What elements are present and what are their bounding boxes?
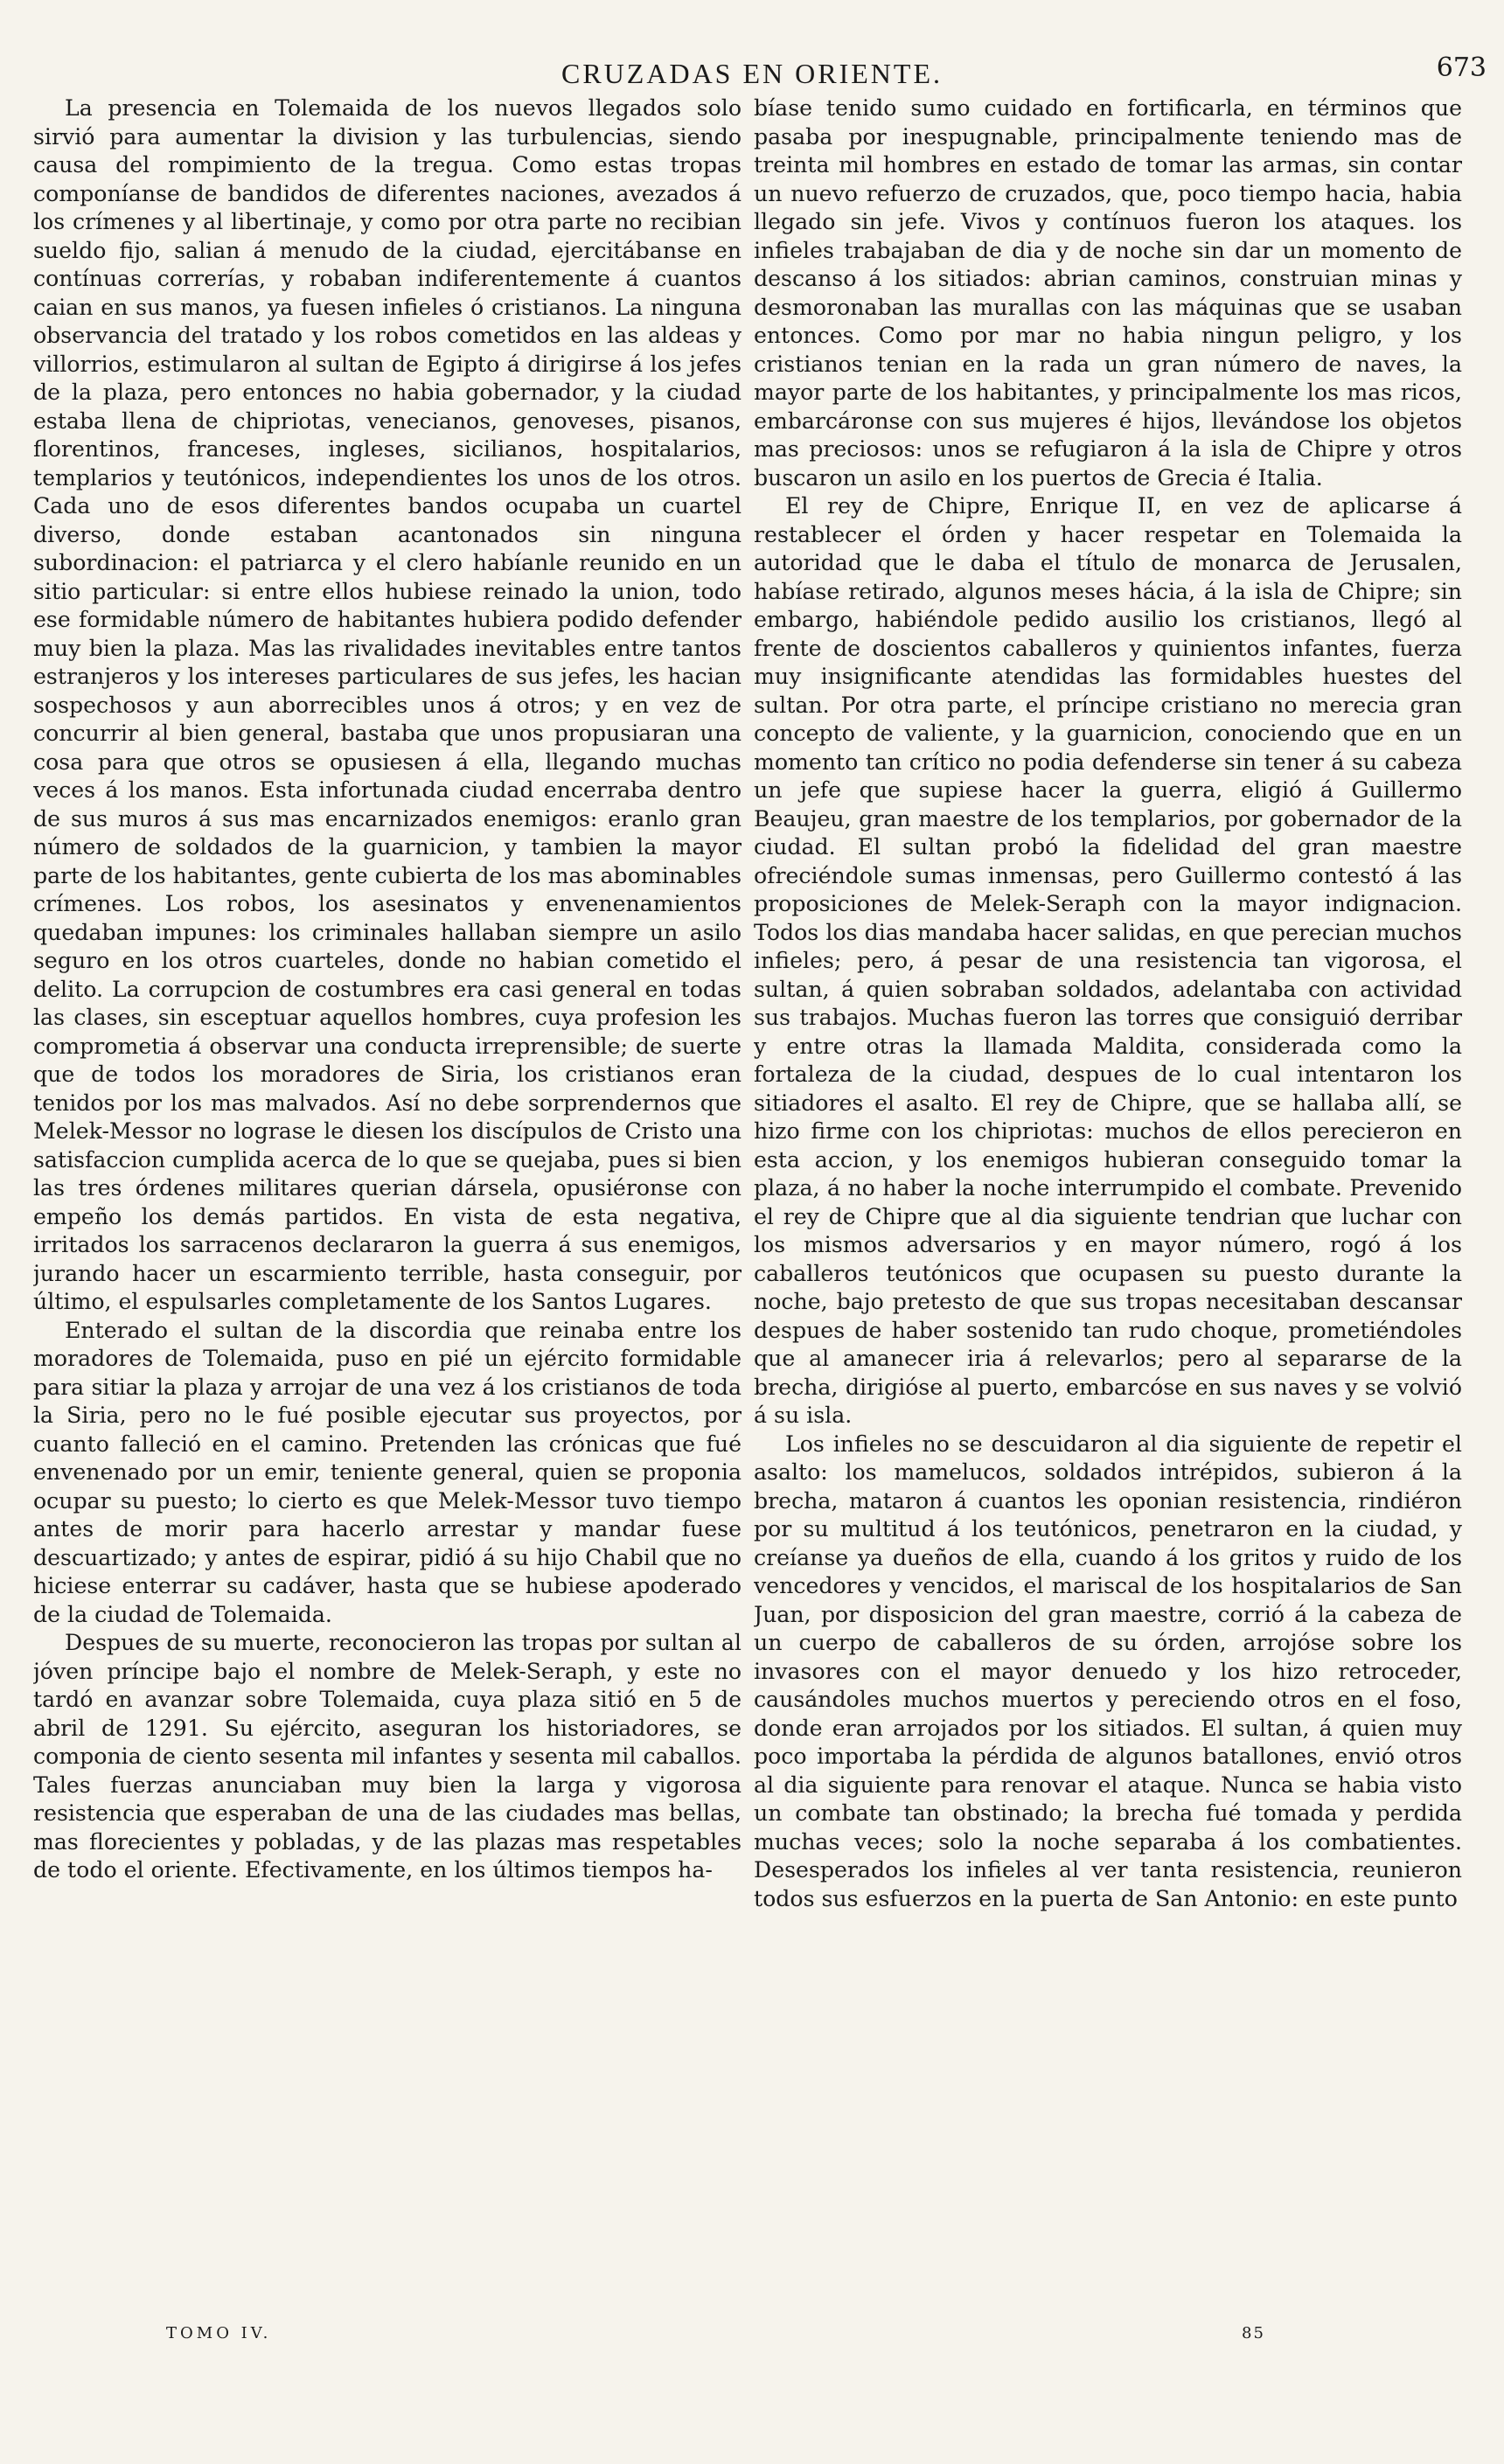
page-number: 673 [1436,52,1487,83]
volume-label: TOMO IV. [166,2324,272,2342]
paragraph: La presencia en Tolemaida de los nuevos llegados solo sirvió para aumentar la division y las turbulencias, siendo causa del rompimiento de la tregua. Como estas tropas componíanse de bandidos de diferentes naciones, avezados á los crímenes y al libertinaje, y como por otra parte no recibian sueldo fijo, salian á menudo de la ciudad, ejercitábanse en contínuas correrías, y robaban indiferentemente á cuantos caian en sus manos, ya fuesen infieles ó cristianos. La ninguna observancia del tratado y los robos cometidos en las aldeas y villorrios, estimularon al sultan de Egipto á dirigirse á los jefes de la plaza, pero entonces no habia gobernador, y la ciudad estaba llena de chipriotas, venecianos, genoveses, pisanos, florentinos, franceses, ingleses, sicilianos, hospitalarios, templarios y teutónicos, independientes los unos de los otros. Cada uno de esos diferentes bandos ocupaba un cuartel diverso, donde estaban acantonados sin ninguna subordinacion: el patriarca y el clero habíanle reunido en un sitio particular: si entre ellos hubiese reinado la union, todo ese formidable número de habitantes hubiera podido defender muy bien la plaza. Mas las rivalidades inevitables entre tantos estranjeros y los intereses particulares de sus jefes, les hacian sospechosos y aun aborrecibles unos á otros; y en vez de concurrir al bien general, bastaba que unos propusiaran una cosa para que otros se opusiesen á ella, llegando muchas veces á los manos. Esta infortunada ciudad encerraba dentro de sus muros á sus mas encarnizados enemigos: eranlo gran número de soldados de la guarnicion, y tambien la mayor parte de los habitantes, gente cubierta de los mas abominables crímenes. Los robos, los asesinatos y envenenamientos quedaban impunes: los criminales hallaban siempre un asilo seguro en los otros cuarteles, donde no habian cometido el delito. La corrupcion de costumbres era casi general en todas las clases, sin esceptuar aquellos hombres, cuya profesion les comprometia á observar una conducta irreprensible; de suerte que de todos los moradores de Siria, los cristianos eran tenidos por los mas malvados. Así no debe sorprendernos que Melek-Messor no lograse le diesen los discípulos de Cristo una satisfaccion cumplida acerca de lo que se quejaba, pues si bien las tres órdenes militares querian dársela, opusiéronse con empeño los demás partidos. En vista de esta negativa, irritados los sarracenos declararon la guerra á sus enemigos, jurando hacer un escarmiento terrible, hasta conseguir, por último, el espulsarles completamente de los Santos Lugares. [33,95,742,1314]
signature-mark: 85 [1242,2324,1265,2342]
paragraph: Los infieles no se descuidaron al dia siguiente de repetir el asalto: los mamelucos, soldados intrépidos, subieron á la brecha, mataron á cuantos les oponian resistencia, rindiéron por su multitud á los teutónicos, penetraron en la ciudad, y creíanse ya dueños de ella, cuando á los gritos y ruido de los vencedores y vencidos, el mariscal de los hospitalarios de San Juan, por disposicion del gran maestre, corrió á la cabeza de un cuerpo de caballeros de su órden, arrojóse sobre los invasores con el mayor denuedo y los hizo retroceder, causándoles muchos muertos y pereciendo otros en el foso, donde eran arrojados por los sitiados. El sultan, á quien muy poco importaba la pérdida de algunos batallones, envió otros al dia siguiente para renovar el ataque. Nunca se habia visto un combate tan obstinado; la brecha fué tomada y perdida muchas veces; solo la noche separaba á los combatientes. Desesperados los infieles al ver tanta resistencia, reunieron todos sus esfuerzos en la puerta de San Antonio: en este punto [754,1430,1462,1911]
paragraph: bíase tenido sumo cuidado en fortificarla, en términos que pasaba por inespugnable, principalmente teniendo mas de treinta mil hombres en estado de tomar las armas, sin contar un nuevo refuerzo de cruzados, que, poco tiempo hacia, habia llegado sin jefe. Vivos y contínuos fueron los ataques. los infieles trabajaban de dia y de noche sin dar un momento de descanso á los sitiados: abrian caminos, construian minas y desmoronaban las murallas con las máquinas que se usaban entonces. Como por mar no habia ningun peligro, y los cristianos tenian en la rada un gran número de naves, la mayor parte de los habitantes, y principalmente los mas ricos, embarcáronse con sus mujeres é hijos, llevándose los objetos mas preciosos: unos se refugiaron á la isla de Chipre y otros buscaron un asilo en los puertos de Grecia é Italia. [754,95,1462,491]
running-title: CRUZADAS EN ORIENTE. [561,58,943,89]
paragraph: El rey de Chipre, Enrique II, en vez de aplicarse á restablecer el órden y hacer respetar en Tolemaida la autoridad que le daba el título de monarca de Jerusalen, habíase retirado, algunos meses hácia, á la isla de Chipre; sin embargo, habiéndole pedido ausilio los cristianos, llegó al frente de doscientos caballeros y quinientos infantes, fuerza muy insignificante atendidas las formidables huestes del sultan. Por otra parte, el príncipe cristiano no merecia gran concepto de valiente, y la guarnicion, conociendo que en un momento tan crítico no podia defenderse sin tener á su cabeza un jefe que supiese hacer la guerra, eligió á Guillermo Beaujeu, gran maestre de los templarios, por gobernador de la ciudad. El sultan probó la fidelidad del gran maestre ofreciéndole sumas inmensas, pero Guillermo contestó á las proposiciones de Melek-Seraph con la mayor indignacion. Todos los dias mandaba hacer salidas, en que perecian muchos infieles; pero, á pesar de una resistencia tan vigorosa, el sultan, á quien sobraban soldados, adelantaba con actividad sus trabajos. Muchas fueron las torres que consiguió derribar y entre otras la llamada Maldita, considerada como la fortaleza de la ciudad, despues de lo cual intentaron los sitiadores el asalto. El rey de Chipre, que se hallaba allí, se hizo firme con los chipriotas: muchos de ellos perecieron en esta accion, y los enemigos hubieran conseguido tomar la plaza, á no haber la noche interrumpido el combate. Prevenido el rey de Chipre que al dia siguiente tendrian que luchar con los mismos adversarios y en mayor número, rogó á los caballeros teutónicos que ocupasen su puesto durante la noche, bajo pretesto de que sus tropas necesitaban descansar despues de haber sostenido tan rudo choque, prometiéndoles que al amanecer iria á relevarlos; pero al separarse de la brecha, dirigióse al puerto, embarcóse en sus naves y se volvió á su isla. [754,493,1462,1428]
left-column [33,94,742,2307]
right-column [754,94,1462,2307]
paragraph: Despues de su muerte, reconocieron las tropas por sultan al jóven príncipe bajo el nombre de Melek-Seraph, y este no tardó en avanzar sobre Tolemaida, cuya plaza sitió en 5 de abril de 1291. Su ejército, aseguran los historiadores, se componia de ciento sesenta mil infantes y sesenta mil caballos. Tales fuerzas anunciaban muy bien la larga y vigorosa resistencia que esperaban de una de las ciudades mas bellas, mas florecientes y pobladas, y de las plazas mas respetables de todo el oriente. Efectivamente, en los últimos tiempos ha- [33,1630,742,1883]
paragraph: Enterado el sultan de la discordia que reinaba entre los moradores de Tolemaida, puso en pié un ejército formidable para sitiar la plaza y arrojar de una vez á los cristianos de toda la Siria, pero no le fué posible ejecutar sus proyectos, por cuanto falleció en el camino. Pretenden las crónicas que fué envenenado por un emir, teniente general, quien se proponia ocupar su puesto; lo cierto es que Melek-Messor tuvo tiempo antes de morir para hacerlo arrestar y mandar fuese descuartizado; y antes de espirar, pidió á su hijo Chabil que no hiciese enterrar su cadáver, hasta que se hubiese apoderado de la ciudad de Tolemaida. [33,1317,742,1627]
